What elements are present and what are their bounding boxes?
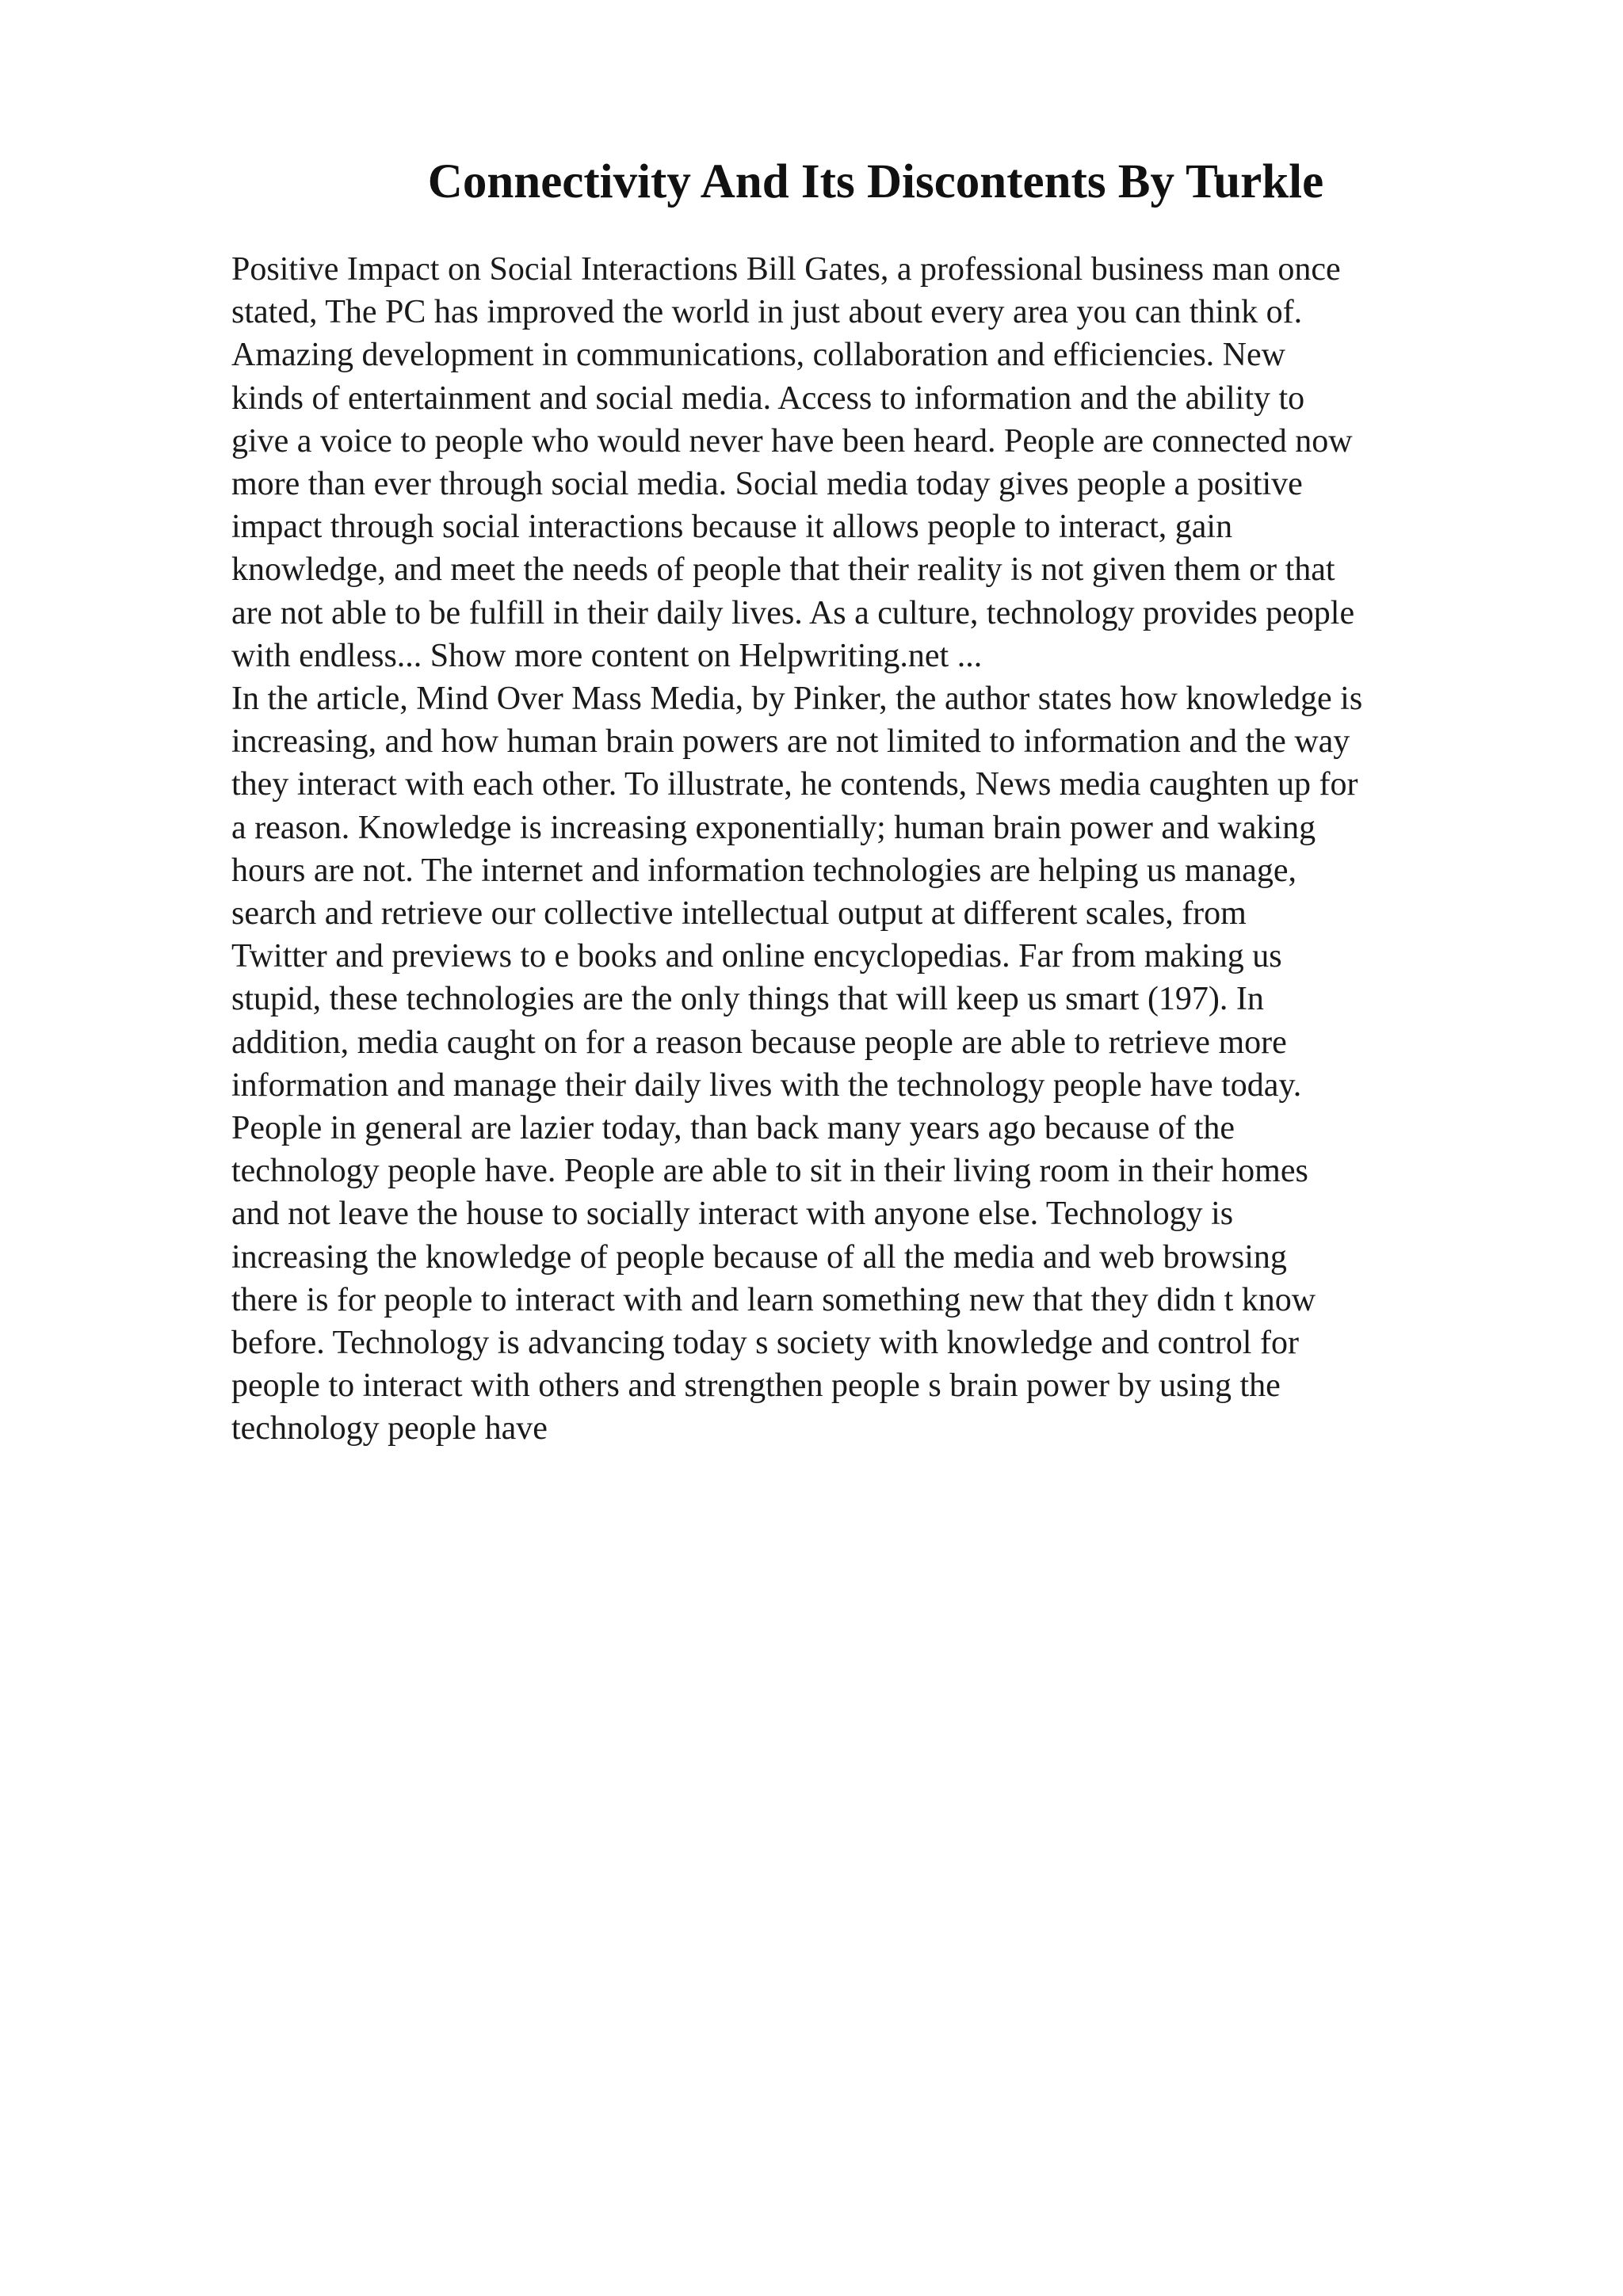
body-line: increasing the knowledge of people because of all the media and web browsing: [231, 1238, 1287, 1276]
body-line: kinds of entertainment and social media. Access to information and the ability to: [231, 379, 1305, 417]
body-line: they interact with each other. To illustrate, he contends, News media caughten up for: [231, 766, 1358, 803]
body-line: In the article, Mind Over Mass Media, by Pinker, the author states how knowledge is: [231, 681, 1363, 718]
body-line: technology people have: [231, 1410, 548, 1447]
body-line: increasing, and how human brain powers are not limited to information and the way: [231, 723, 1350, 761]
body-line: hours are not. The internet and information technologies are helping us manage,: [231, 852, 1296, 889]
body-line: addition, media caught on for a reason because people are able to retrieve more: [231, 1024, 1287, 1061]
body-line: with endless... Show more content on Helpwriting.net ...: [231, 637, 983, 674]
body-line: stated, The PC has improved the world in just about every area you can think of.: [231, 294, 1303, 331]
body-line: a reason. Knowledge is increasing exponentially; human brain power and waking: [231, 809, 1316, 846]
document-body: [231, 248, 1507, 1451]
document-title: Connectivity And Its Discontents By Turkle: [427, 155, 1324, 208]
body-line: before. Technology is advancing today s society with knowledge and control for: [231, 1325, 1299, 1362]
body-line: knowledge, and meet the needs of people that their reality is not given them or that: [231, 551, 1335, 589]
body-line: Positive Impact on Social Interactions Bill Gates, a professional business man once: [231, 251, 1341, 288]
body-line: information and manage their daily lives with the technology people have today.: [231, 1066, 1302, 1104]
body-line: technology people have. People are able to sit in their living room in their homes: [231, 1153, 1308, 1190]
body-line: Twitter and previews to e books and online encyclopedias. Far from making us: [231, 938, 1282, 975]
body-line: and not leave the house to socially interact with anyone else. Technology is: [231, 1196, 1234, 1233]
body-line: there is for people to interact with and learn something new that they didn t know: [231, 1281, 1316, 1318]
body-line: People in general are lazier today, than back many years ago because of the: [231, 1110, 1235, 1147]
body-line: impact through social interactions because it allows people to interact, gain: [231, 509, 1233, 546]
body-line: more than ever through social media. Social media today gives people a positive: [231, 466, 1303, 503]
body-line: give a voice to people who would never have been heard. People are connected now: [231, 422, 1353, 460]
body-line: stupid, these technologies are the only things that will keep us smart (197). In: [231, 981, 1264, 1018]
body-line: people to interact with others and strengthen people s brain power by using the: [231, 1367, 1281, 1405]
body-line: search and retrieve our collective intellectual output at different scales, from: [231, 895, 1247, 933]
body-line: Amazing development in communications, collaboration and efficiencies. New: [231, 337, 1285, 374]
body-line: are not able to be fulfill in their daily lives. As a culture, technology provides people: [231, 594, 1355, 631]
